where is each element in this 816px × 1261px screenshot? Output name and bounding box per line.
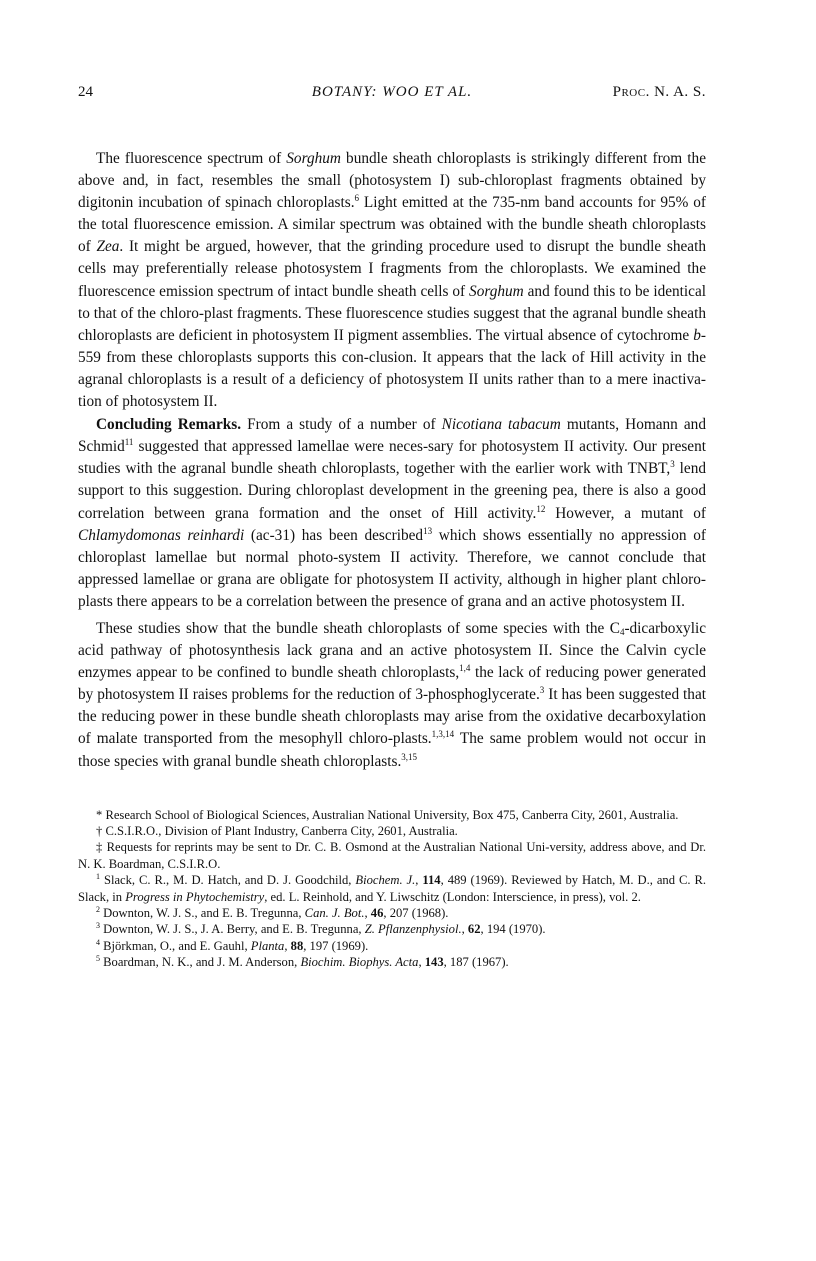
text-run: Slack, C. R., M. D. Hatch, and D. J. Goodchild, bbox=[100, 873, 356, 888]
paragraph-fluorescence bbox=[78, 148, 706, 413]
reference-number: 3 bbox=[96, 921, 100, 931]
text-run: , bbox=[364, 906, 371, 921]
footnote-affiliation-star: * Research School of Biological Sciences, Australian National University, Box 475, Canberra City, 2601, Australia. bbox=[96, 807, 679, 822]
text-run: , 197 (1969). bbox=[303, 938, 369, 953]
section-heading: Concluding Remarks. bbox=[96, 416, 242, 434]
species-name: Zea bbox=[96, 238, 120, 256]
text-run: These studies show that the bundle sheath chloroplasts of some species with the C bbox=[96, 619, 620, 637]
reference-1 bbox=[78, 872, 706, 905]
text-run: -559 from these chloroplasts supports this con-clusion. It appears that the lack of Hill activity in the agranal chloroplasts is a result of a deficiency of photosystem II units rather than to a mere inactiva-tion of photosystem II. bbox=[78, 326, 706, 411]
text-run: It has been suggested that the reducing power in these bundle sheath chloroplasts may arise from the oxidative decarboxylation of malate transported from the mesophyll chloro-plasts. bbox=[78, 686, 706, 748]
text-run: , ed. L. Reinhold, and Y. Liwschitz (London: Interscience, in press), vol. 2. bbox=[264, 889, 641, 904]
reference-number: 1 bbox=[96, 872, 100, 882]
text-run: Light emitted at the 735-nm band accounts for 95% of the total fluorescence emission. A similar spectrum was obtained with the bundle sheath chloroplasts of bbox=[78, 194, 707, 256]
text-run: , bbox=[415, 873, 423, 888]
journal-title: Can. J. Bot. bbox=[304, 906, 365, 921]
journal-title: Z. Pflanzenphysiol. bbox=[364, 922, 462, 937]
text-run: mutants, Homann and Schmid bbox=[78, 416, 706, 456]
text-run: , bbox=[284, 938, 291, 953]
text-run: The same problem would not occur in those species with granal bundle sheath chloroplasts. bbox=[78, 730, 706, 770]
paragraph-concluding-remarks bbox=[78, 414, 706, 613]
text-run: bundle sheath chloroplasts is strikingly different from the above and, in fact, resembles the small (photosystem I) sub-chloroplast fragments obtained by digitonin incubation of spinach chloroplasts. bbox=[78, 150, 706, 212]
text-run: , 489 (1969). Reviewed by Hatch, M. D., and C. R. Slack, in bbox=[78, 873, 707, 904]
book-title: Progress in Phytochemistry bbox=[125, 889, 265, 904]
reference-number: 5 bbox=[96, 954, 100, 964]
text-run: . It might be argued, however, that the grinding procedure used to disrupt the bundle sheath cells may preferentially release photosystem I fragments from the chloroplasts. We examined the fluorescence emission spectrum of intact bundle sheath cells of bbox=[78, 238, 706, 300]
text-run: The fluorescence spectrum of bbox=[96, 150, 287, 167]
reference-marker: 3 bbox=[539, 685, 545, 696]
volume: 143 bbox=[424, 955, 444, 970]
paragraph-summary bbox=[78, 618, 706, 773]
species-name: Chlamydomonas reinhardi bbox=[78, 526, 245, 544]
journal-title: Planta bbox=[250, 938, 285, 953]
footnote-affiliation-dagger: † C.S.I.R.O., Division of Plant Industry, Canberra City, 2601, Australia. bbox=[96, 824, 458, 839]
journal-title: Biochem. J. bbox=[355, 873, 416, 888]
reference-5 bbox=[78, 954, 706, 970]
footnote-reprints: ‡ Requests for reprints may be sent to Dr. C. B. Osmond at the Australian National Uni-versity, address above, and Dr. N. K. Boardman, C.S.I.R.O. bbox=[78, 840, 706, 871]
footnotes bbox=[78, 807, 706, 971]
volume: 114 bbox=[422, 873, 441, 888]
reference-marker: 12 bbox=[536, 503, 546, 514]
reference-number: 2 bbox=[96, 905, 100, 915]
species-name: Nicotiana tabacum bbox=[441, 416, 561, 434]
text-run: , bbox=[418, 955, 425, 970]
text-run: (ac-31) has been described bbox=[244, 526, 424, 544]
running-header bbox=[78, 84, 706, 108]
species-name: Sorghum bbox=[469, 282, 524, 300]
article-body bbox=[78, 148, 706, 773]
reference-marker: 13 bbox=[423, 525, 433, 536]
text-run: which shows essentially no appression of chloroplast lamellae but normal photo-system II activity. Therefore, we cannot conclude that appressed lamellae or grana are obligate for photosystem II activity, although in higher plant chloro-plasts there appears to be a correlation between the presence of grana and an active photosystem II. bbox=[78, 526, 706, 610]
reference-number: 4 bbox=[96, 937, 100, 947]
subscript: 4 bbox=[619, 626, 625, 637]
volume: 88 bbox=[290, 938, 304, 953]
text-run: Björkman, O., and E. Gauhl, bbox=[100, 938, 251, 953]
text-run: lend support to this suggestion. During chloroplast development in the greening pea, there is also a good correlation between grana formation and the onset of Hill activity. bbox=[78, 460, 706, 522]
page bbox=[78, 84, 706, 971]
reference-marker: 11 bbox=[124, 437, 134, 448]
journal-abbreviation: Proc. N. A. S. bbox=[612, 84, 706, 100]
text-run: Boardman, N. K., and J. M. Anderson, bbox=[100, 955, 301, 970]
text-run: Downton, W. J. S., J. A. Berry, and E. B. Tregunna, bbox=[100, 922, 365, 937]
text-run: -dicarboxylic acid pathway of photosynthesis lack grana and an active photosystem II. Since the Calvin cycle enzymes appear to be confined to bundle sheath chloroplasts, bbox=[78, 619, 706, 682]
reference-marker: 3 bbox=[670, 459, 675, 470]
volume: 46 bbox=[370, 906, 384, 921]
text-run: and found this to be identical to that of the chloro-plast fragments. These fluorescence studies suggest that the agranal bundle sheath chloroplasts are deficient in photosystem II pigment assemblies. The virtual absence of cytochrome bbox=[78, 282, 707, 344]
text-run: From a study of a number of bbox=[241, 416, 442, 434]
reference-marker: 3,15 bbox=[401, 751, 418, 762]
italic-letter: b bbox=[693, 326, 701, 344]
reference-marker: 1,4 bbox=[459, 663, 471, 674]
text-run: suggested that appressed lamellae were neces-sary for photosystem II activity. Our present studies with the agranal bundle sheath chloroplasts, together with the earlier work with TNBT, bbox=[78, 438, 706, 478]
species-name: Sorghum bbox=[286, 150, 341, 167]
volume: 62 bbox=[467, 922, 481, 937]
page-number: 24 bbox=[78, 84, 93, 100]
journal-title: Biochim. Biophys. Acta bbox=[300, 955, 419, 970]
reference-4 bbox=[78, 938, 706, 954]
text-run: , bbox=[461, 922, 468, 937]
text-run: Downton, W. J. S., and E. B. Tregunna, bbox=[100, 906, 305, 921]
running-title: BOTANY: WOO ET AL. bbox=[311, 84, 473, 100]
text-run: However, a mutant of bbox=[545, 504, 707, 522]
reference-3 bbox=[78, 921, 706, 937]
text-run: the lack of reducing power generated by photosystem II raises problems for the reduction of 3-phosphoglycerate. bbox=[78, 664, 706, 704]
text-run: , 207 (1968). bbox=[383, 906, 449, 921]
reference-marker: 1,3,14 bbox=[431, 729, 455, 740]
reference-marker: 6 bbox=[354, 193, 360, 204]
text-run: , 187 (1967). bbox=[443, 955, 509, 970]
text-run: , 194 (1970). bbox=[480, 922, 546, 937]
reference-2 bbox=[78, 905, 706, 921]
